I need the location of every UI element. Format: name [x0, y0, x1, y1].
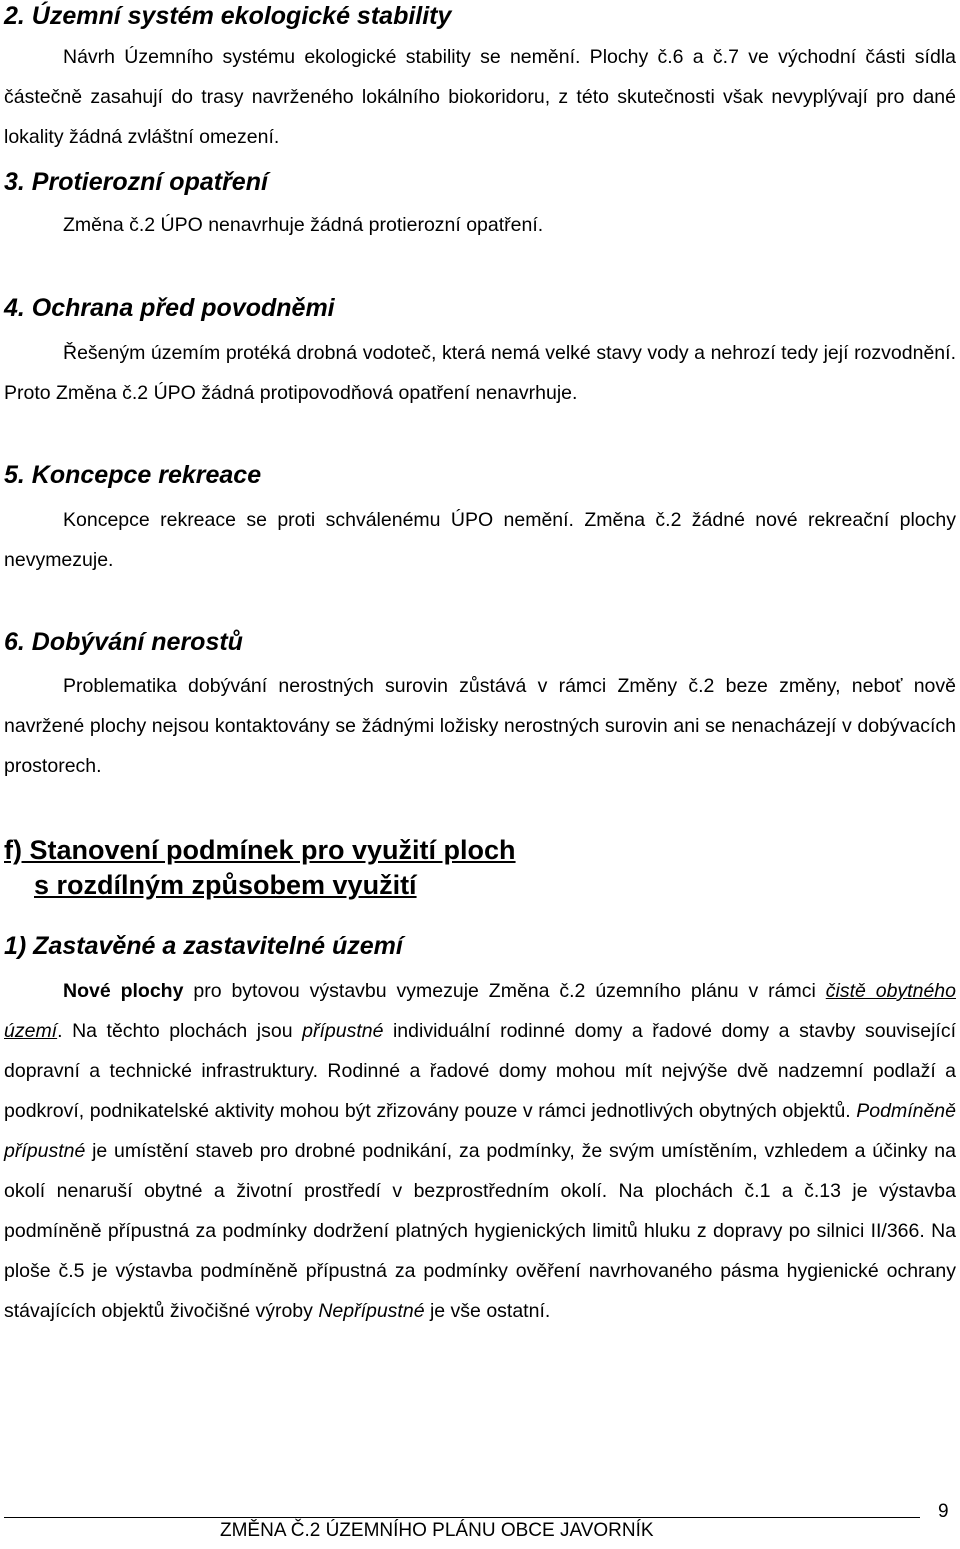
heading-section-3: 3. Protierozní opatření — [4, 168, 268, 196]
paragraph-built-up-area: Nové plochy pro bytovou výstavbu vymezuje Změna č.2 územního plánu v rámci čistě obytného území. Na těchto plochách jsou přípustné individuální rodinné domy a řadové domy a stavby související dopravní a technické infrastruktury. Rodinné a řadové domy mohou mít nejvýše dvě nadzemní podlaží a podkroví, podnikatelské aktivity mohou být zřizovány pouze v rámci jednotlivých obytných objektů. Podmíněně přípustné je umístění staveb pro drobné podnikání, za podmínky, že svým umístěním, vzhledem a účinky na okolí nenaruší obytné a životní prostředí v bezprostředním okolí. Na plochách č.1 a č.13 je výstavba podmíněně přípustná za podmínky dodržení platných hygienických limitů hluku z dopravy po silnici II/366. Na ploše č.5 je výstavba podmíněně přípustná za podmínky ověření navrhovaného pásma hygienické ochrany stávajících objektů živočišné výroby Nepřípustné je vše ostatní. — [4, 980, 957, 1322]
paragraph-section-4: Řešeným územím protéká drobná vodoteč, která nemá velké stavy vody a nehrozí tedy její rozvodnění. Proto Změna č.2 ÚPO žádná protipovodňová opatření nenavrhuje. — [4, 342, 956, 404]
paragraph-section-5: Koncepce rekreace se proti schválenému ÚPO nemění. Změna č.2 žádné nové rekreační plochy nevymezuje. — [4, 509, 956, 571]
paragraph-section-3: Změna č.2 ÚPO nenavrhuje žádná protierozní opatření. — [63, 214, 544, 236]
footer-rule — [4, 1517, 920, 1518]
footer-title: ZMĚNA Č.2 ÚZEMNÍHO PLÁNU OBCE JAVORNÍK — [220, 1520, 654, 1541]
chapter-heading-line-2: s rozdílným způsobem využití — [34, 870, 417, 900]
heading-section-5: 5. Koncepce rekreace — [4, 461, 262, 489]
heading-section-6: 6. Dobývání nerostů — [4, 628, 243, 656]
heading-built-up-area: 1) Zastavěné a zastavitelné území — [4, 932, 403, 960]
page-number: 9 — [938, 1501, 949, 1522]
heading-section-2: 2. Územní systém ekologické stability — [4, 2, 452, 30]
paragraph-section-6: Problematika dobývání nerostných surovin zůstává v rámci Změny č.2 beze změny, neboť nově navržené plochy nejsou kontaktovány se žádnými ložisky nerostných surovin ani se nenacházejí v dobývacích prostorech. — [4, 675, 956, 777]
paragraph-section-2: Návrh Územního systému ekologické stability se nemění. Plochy č.6 a č.7 ve východní části sídla částečně zasahují do trasy navrženého lokálního biokoridoru, z této skutečnosti však nevyplývají pro dané lokality žádná zvláštní omezení. — [4, 46, 956, 148]
chapter-heading-line-1: f) Stanovení podmínek pro využití ploch — [4, 835, 516, 865]
heading-section-4: 4. Ochrana před povodněmi — [4, 294, 335, 322]
